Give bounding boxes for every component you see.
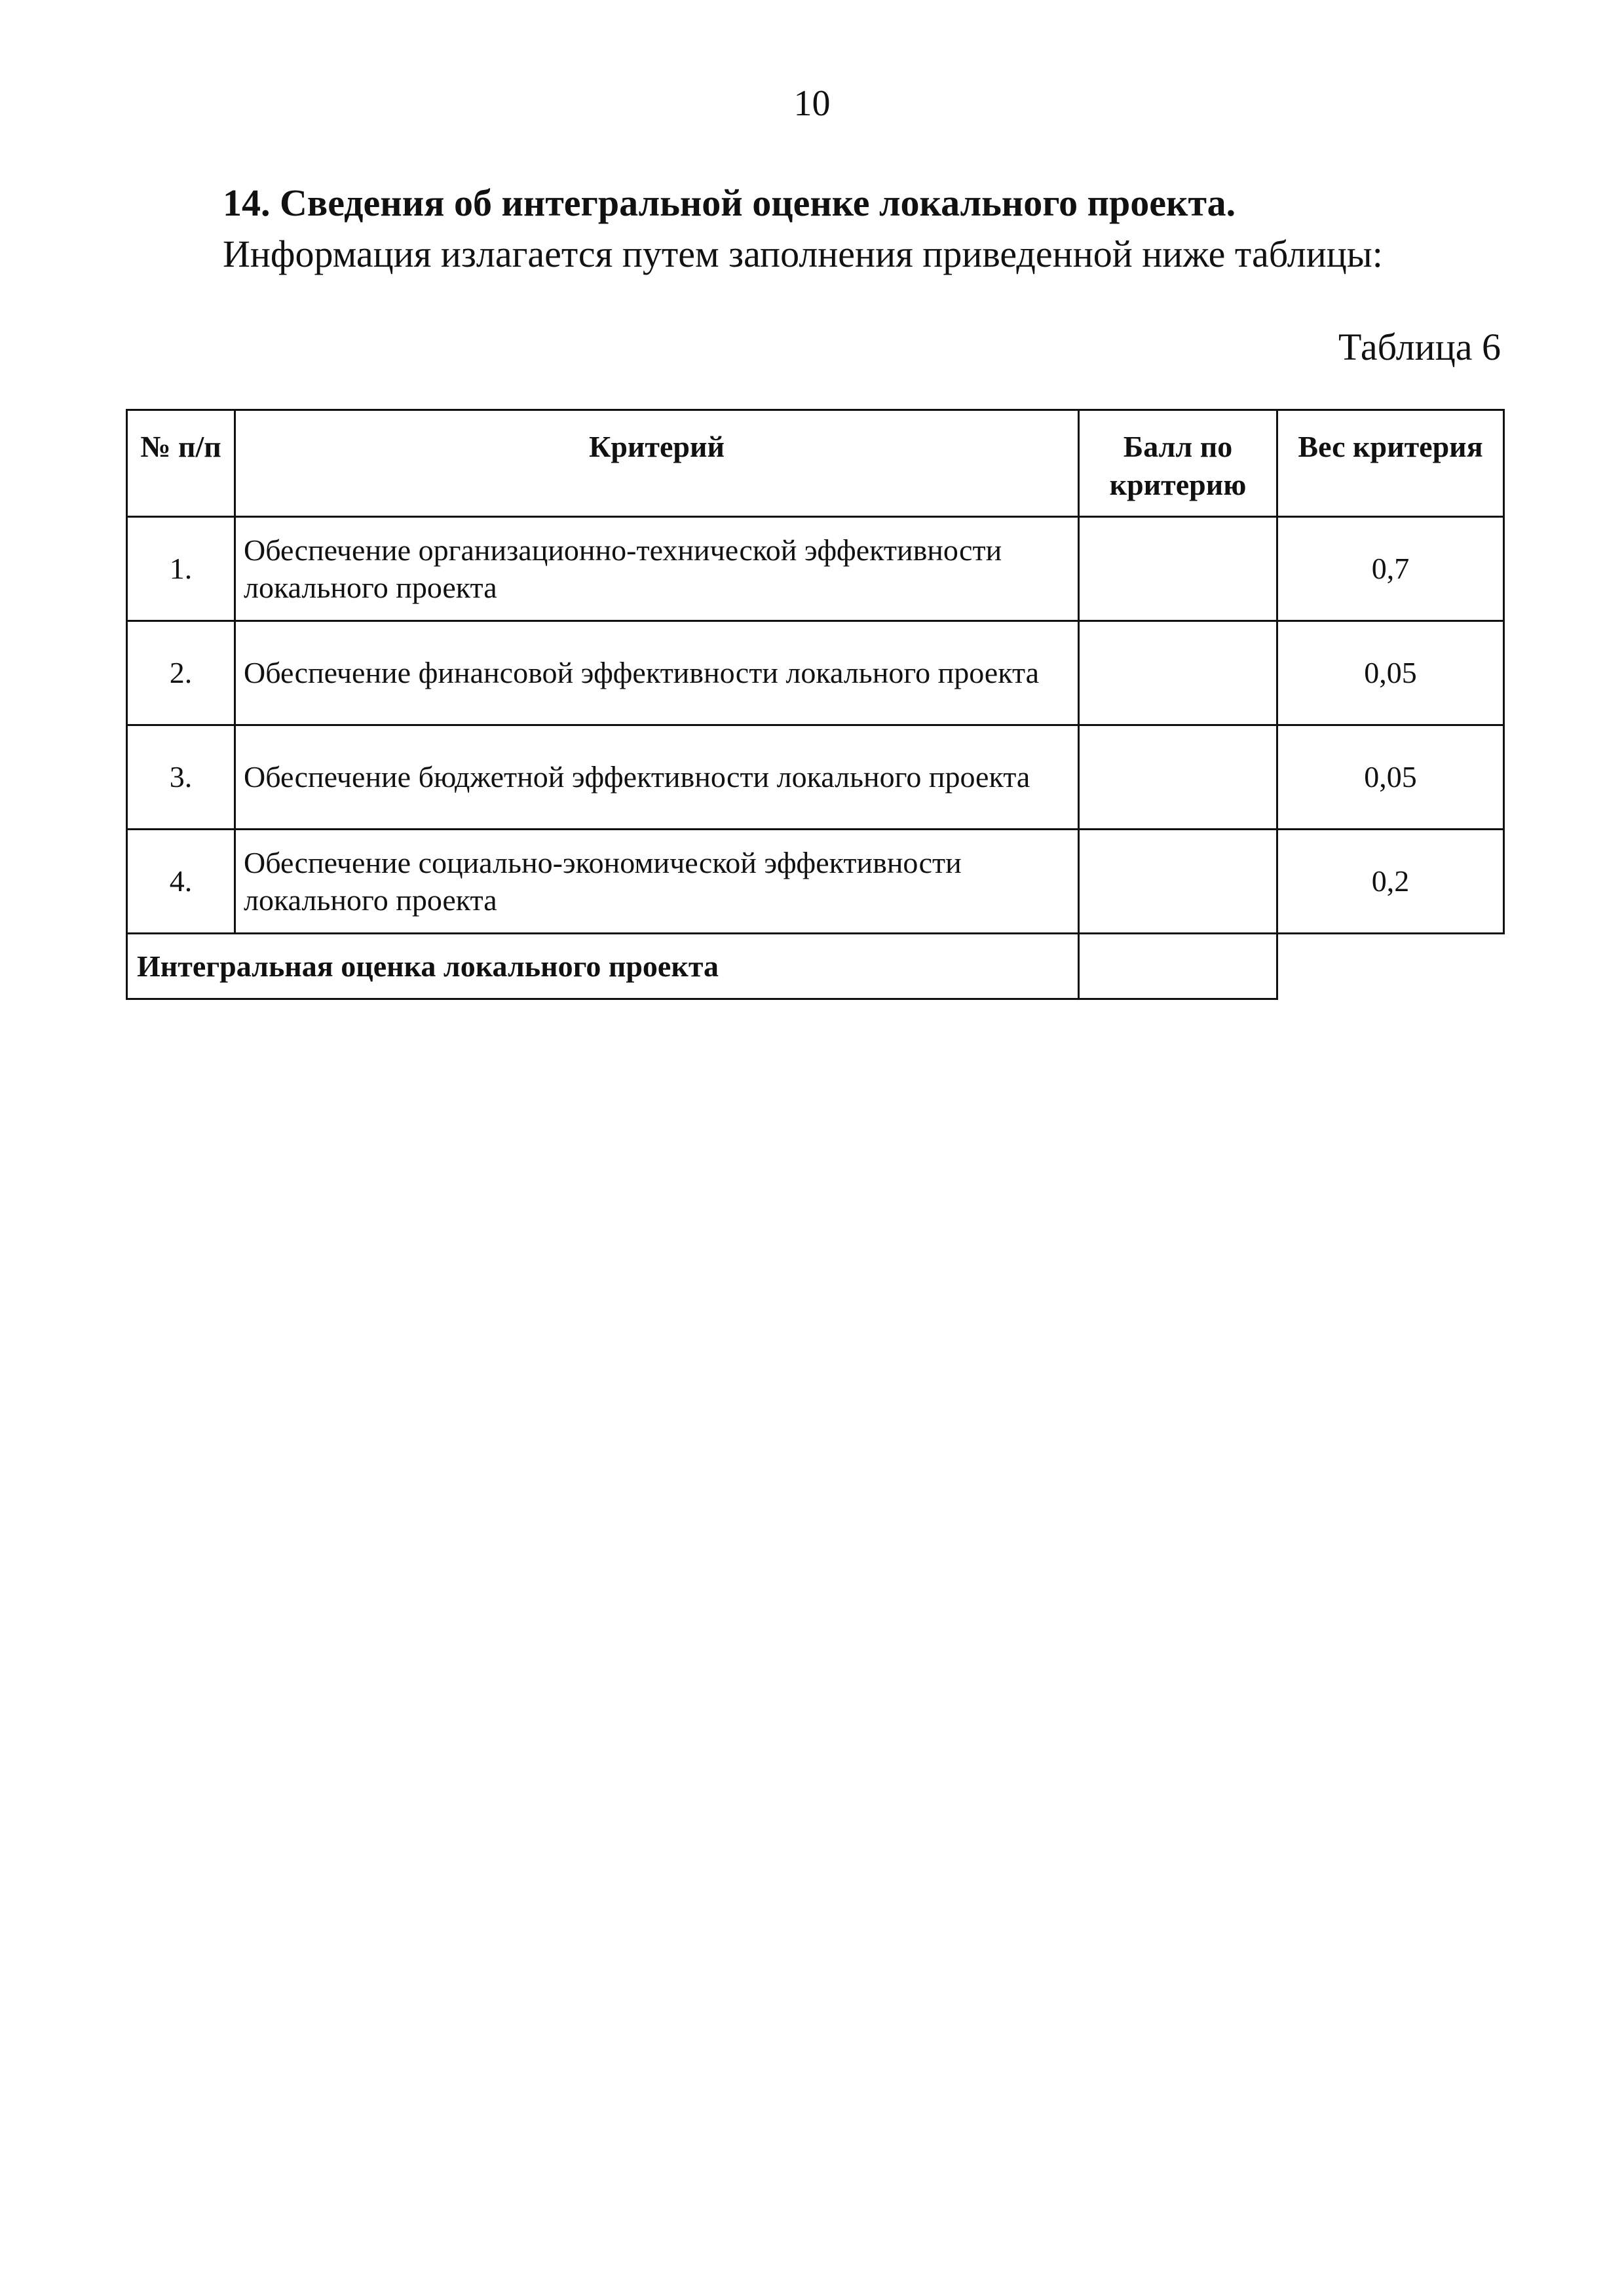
table-row: [127, 830, 1504, 934]
row-score: [1079, 725, 1277, 830]
row-num: 1.: [127, 517, 235, 621]
row-score: [1079, 621, 1277, 725]
row-criterion: Обеспечение бюджетной эффективности локального проекта: [235, 725, 1079, 830]
table-row: [127, 725, 1504, 830]
row-weight: 0,05: [1277, 725, 1504, 830]
criteria-table: [126, 409, 1505, 1000]
row-weight: 0,05: [1277, 621, 1504, 725]
row-criterion: Обеспечение социально-экономической эффективности локального проекта: [235, 830, 1079, 934]
table-row: [127, 621, 1504, 725]
row-criterion: Обеспечение организационно-технической эффективности локального проекта: [235, 517, 1079, 621]
header-score: Балл по критерию: [1079, 410, 1277, 517]
page-number: 10: [793, 83, 831, 124]
row-criterion: Обеспечение финансовой эффективности локального проекта: [235, 621, 1079, 725]
header-weight: Вес критерия: [1277, 410, 1504, 517]
total-empty-cell: [1277, 934, 1504, 999]
header-num: № п/п: [127, 410, 235, 517]
total-label: Интегральная оценка локального проекта: [127, 934, 1079, 999]
row-weight: 0,7: [1277, 517, 1504, 621]
table-caption: Таблица 6: [1338, 326, 1501, 368]
table-header-row: [127, 410, 1504, 517]
row-num: 4.: [127, 830, 235, 934]
table-row: [127, 517, 1504, 621]
row-score: [1079, 517, 1277, 621]
intro-text: Информация излагается путем заполнения приведенной ниже таблицы:: [223, 233, 1383, 275]
total-row: [127, 934, 1504, 999]
row-num: 3.: [127, 725, 235, 830]
row-weight: 0,2: [1277, 830, 1504, 934]
row-num: 2.: [127, 621, 235, 725]
section-heading: 14. Сведения об интегральной оценке локального проекта.: [223, 182, 1236, 224]
header-criterion: Критерий: [235, 410, 1079, 517]
total-score: [1079, 934, 1277, 999]
row-score: [1079, 830, 1277, 934]
